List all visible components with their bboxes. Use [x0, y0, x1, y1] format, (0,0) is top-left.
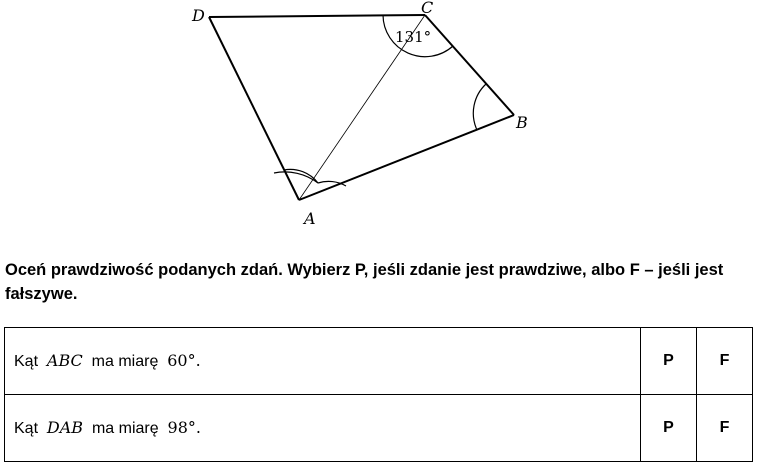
option-false-button[interactable]: F [697, 328, 753, 395]
side-CB [425, 15, 514, 115]
option-true-button[interactable]: P [641, 328, 697, 395]
angle-label-C: 131° [395, 28, 432, 46]
point-label-C: C [421, 0, 434, 17]
angle-name: ABC [46, 351, 83, 370]
point-label-B: B [516, 113, 528, 132]
side-DC [209, 15, 425, 17]
angle-arc-B [473, 84, 486, 130]
statement-text: Kąt DAB ma miarę 98°. [5, 395, 641, 462]
angle-name: DAB [46, 418, 84, 437]
angle-value: 60°. [167, 351, 201, 370]
point-label-A: A [304, 209, 316, 228]
side-BA [299, 115, 514, 200]
statement-text: Kąt ABC ma miarę 60°. [5, 328, 641, 395]
statement-row [5, 395, 753, 462]
point-label-D: D [192, 6, 205, 25]
side-AD [209, 17, 299, 200]
statement-row [5, 328, 753, 395]
instruction-text: Oceń prawdziwość podanych zdań. Wybierz P, jeśli zdanie jest prawdziwe, albo F – jeśli jest fałszywe. [5, 261, 724, 303]
angle-value: 98°. [167, 418, 201, 437]
option-true-button[interactable]: P [641, 395, 697, 462]
option-false-button[interactable]: F [697, 395, 753, 462]
statements-table [4, 327, 753, 462]
